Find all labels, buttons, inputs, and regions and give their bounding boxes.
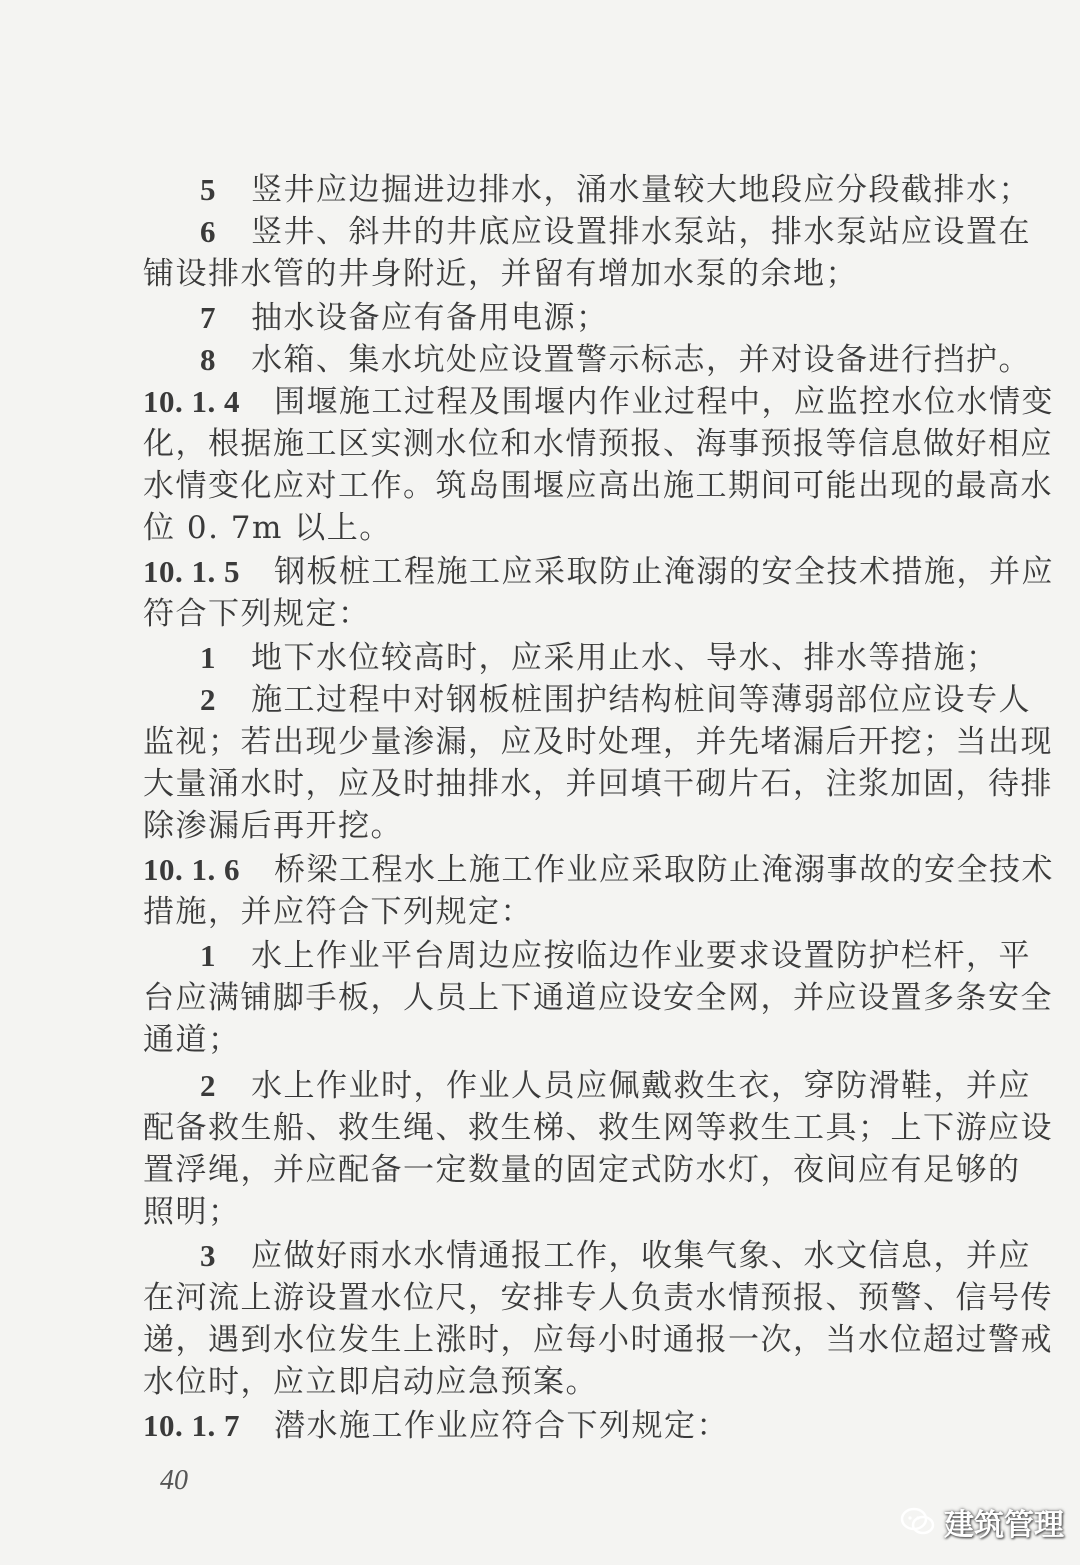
wechat-icon — [900, 1507, 936, 1537]
list-item — [200, 340, 1031, 380]
line-text: 施工过程中对钢板桩围护结构桩间等薄弱部位应设专人 — [251, 682, 1032, 718]
text-line: 大量涌水时，应及时抽排水，并回填干砌片石，注浆加固，待排 — [143, 766, 1053, 802]
clause — [143, 382, 1054, 422]
text-line: 符合下列规定： — [143, 596, 371, 632]
item-number: 7 — [200, 300, 217, 335]
item-number: 2 — [200, 682, 217, 717]
text-line: 通道； — [143, 1022, 241, 1058]
line-text: 桥梁工程水上施工作业应采取防止淹溺事故的安全技术 — [274, 852, 1055, 888]
clause-number: 10. 1. 4 — [143, 384, 240, 419]
text-line: 措施，并应符合下列规定： — [143, 894, 533, 930]
line-text: 竖井应边掘进边排水，涌水量较大地段应分段截排水； — [251, 172, 1032, 208]
page-number: 40 — [160, 1465, 188, 1496]
text-line: 照明； — [143, 1194, 241, 1230]
list-item — [200, 298, 609, 338]
text-line: 配备救生船、救生绳、救生梯、救生网等救生工具；上下游应设 — [143, 1110, 1053, 1146]
item-number: 5 — [200, 172, 217, 207]
item-number: 1 — [200, 640, 217, 675]
list-item — [200, 936, 1031, 976]
line-text: 抽水设备应有备用电源； — [251, 300, 609, 336]
item-number: 8 — [200, 342, 217, 377]
clause — [143, 1406, 729, 1446]
list-item — [200, 170, 1031, 210]
line-text: 围堰施工过程及围堰内作业过程中，应监控水位水情变 — [274, 384, 1055, 420]
line-text: 钢板桩工程施工应采取防止淹溺的安全技术措施，并应 — [274, 554, 1055, 590]
clause-number: 10. 1. 7 — [143, 1408, 240, 1443]
list-item — [200, 1066, 1031, 1106]
clause — [143, 552, 1054, 592]
line-text: 水上作业时，作业人员应佩戴救生衣，穿防滑鞋，并应 — [251, 1068, 1032, 1104]
item-number: 2 — [200, 1068, 217, 1103]
text-line: 置浮绳，并应配备一定数量的固定式防水灯，夜间应有足够的 — [143, 1152, 1021, 1188]
item-number: 3 — [200, 1238, 217, 1273]
text-line: 在河流上游设置水位尺，安排专人负责水情预报、预警、信号传 — [143, 1280, 1053, 1316]
line-text: 水箱、集水坑处应设置警示标志，并对设备进行挡护。 — [251, 342, 1032, 378]
text-line: 水情变化应对工作。筑岛围堰应高出施工期间可能出现的最高水 — [143, 468, 1053, 504]
item-number: 1 — [200, 938, 217, 973]
clause — [143, 850, 1054, 890]
line-text: 潜水施工作业应符合下列规定： — [274, 1408, 730, 1444]
watermark — [900, 1500, 1064, 1544]
item-number: 6 — [200, 214, 217, 249]
list-item — [200, 680, 1031, 720]
line-text: 地下水位较高时，应采用止水、导水、排水等措施； — [251, 640, 999, 676]
text-line: 水位时，应立即启动应急预案。 — [143, 1364, 598, 1400]
list-item — [200, 212, 1031, 252]
text-line: 递，遇到水位发生上涨时，应每小时通报一次，当水位超过警戒 — [143, 1322, 1053, 1358]
text-line: 化，根据施工区实测水位和水情预报、海事预报等信息做好相应 — [143, 426, 1053, 462]
line-text: 水上作业平台周边应按临边作业要求设置防护栏杆，平 — [251, 938, 1032, 974]
text-line: 除渗漏后再开挖。 — [143, 808, 403, 844]
list-item — [200, 638, 999, 678]
clause-number: 10. 1. 5 — [143, 554, 240, 589]
text-line: 监视；若出现少量渗漏，应及时处理，并先堵漏后开挖；当出现 — [143, 724, 1053, 760]
text-line: 铺设排水管的井身附近，并留有增加水泵的余地； — [143, 256, 858, 292]
text-line: 位 0. 7m 以上。 — [143, 510, 392, 546]
clause-number: 10. 1. 6 — [143, 852, 240, 887]
watermark-text: 建筑管理 — [944, 1508, 1064, 1543]
text-line: 台应满铺脚手板，人员上下通道应设安全网，并应设置多条安全 — [143, 980, 1053, 1016]
line-text: 竖井、斜井的井底应设置排水泵站，排水泵站应设置在 — [251, 214, 1032, 250]
list-item — [200, 1236, 1031, 1276]
line-text: 应做好雨水水情通报工作，收集气象、水文信息，并应 — [251, 1238, 1032, 1274]
